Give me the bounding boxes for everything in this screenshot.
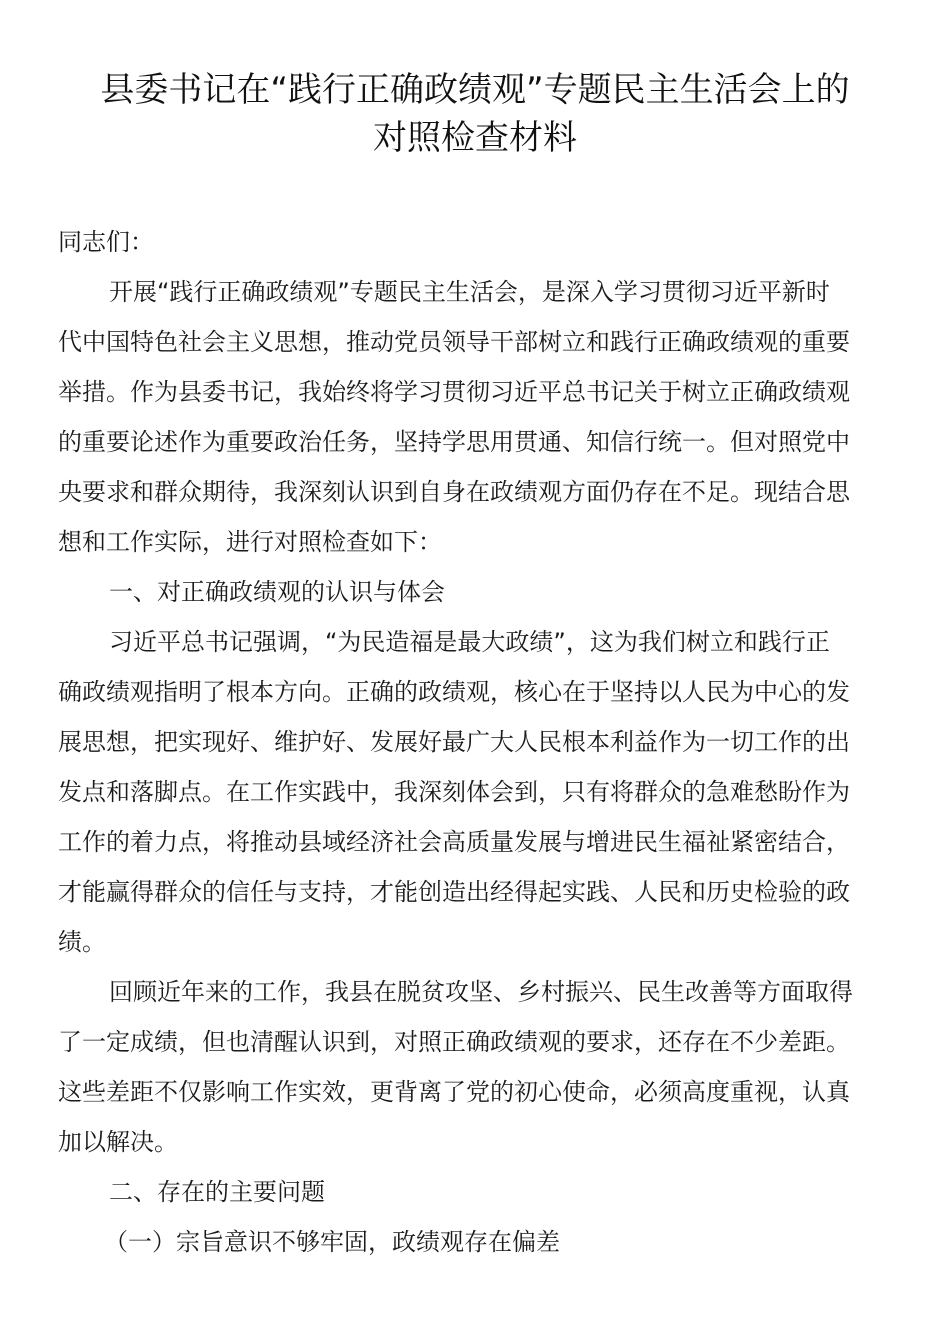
- paragraph-line: 发点和落脚点。在工作实践中，我深刻体会到，只有将群众的急难愁盼作为: [58, 778, 850, 806]
- section1-paragraph-1: [58, 617, 878, 967]
- paragraph-line: 习近平总书记强调，“为民造福是最大政绩”，这为我们树立和践行正: [109, 628, 830, 656]
- section1-paragraph-2: [58, 967, 878, 1167]
- paragraph-line: 开展“践行正确政绩观”专题民主生活会，是深入学习贯彻习近平新时: [109, 278, 830, 306]
- salutation: 同志们：: [58, 228, 154, 256]
- paragraph-line: 代中国特色社会主义思想，推动党员领导干部树立和践行正确政绩观的重要: [58, 328, 850, 356]
- paragraph-line: 工作的着力点，将推动县域经济社会高质量发展与增进民生福祉紧密结合，: [58, 828, 850, 856]
- section-heading-2: 二、存在的主要问题: [109, 1178, 325, 1206]
- paragraph-line: 了一定成绩，但也清醒认识到，对照正确政绩观的要求，还存在不少差距。: [58, 1028, 850, 1056]
- paragraph-line: 举措。作为县委书记，我始终将学习贯彻习近平总书记关于树立正确政绩观: [58, 378, 850, 406]
- paragraph-line: 回顾近年来的工作，我县在脱贫攻坚、乡村振兴、民生改善等方面取得: [109, 978, 853, 1006]
- paragraph-line: 央要求和群众期待，我深刻认识到自身在政绩观方面仍存在不足。现结合思: [58, 478, 850, 506]
- paragraph-line: 这些差距不仅影响工作实效，更背离了党的初心使命，必须高度重视，认真: [58, 1078, 850, 1106]
- document-body: [58, 217, 878, 1267]
- subsection-heading-1: （一）宗旨意识不够牢固，政绩观存在偏差: [104, 1228, 560, 1256]
- document-title: [40, 66, 910, 162]
- paragraph-line: 想和工作实际，进行对照检查如下：: [58, 528, 442, 556]
- intro-paragraph: [58, 267, 878, 567]
- paragraph-line: 才能赢得群众的信任与支持，才能创造出经得起实践、人民和历史检验的政: [58, 878, 850, 906]
- section-heading-1: 一、对正确政绩观的认识与体会: [109, 578, 445, 606]
- paragraph-line: 加以解决。: [58, 1128, 178, 1156]
- title-line: 对照检查材料: [373, 118, 577, 158]
- paragraph-line: 的重要论述作为重要政治任务，坚持学思用贯通、知信行统一。但对照党中: [58, 428, 850, 456]
- title-line: 县委书记在“践行正确政绩观”专题民主生活会上的: [100, 70, 850, 110]
- paragraph-line: 展思想，把实现好、维护好、发展好最广大人民根本利益作为一切工作的出: [58, 728, 850, 756]
- paragraph-line: 绩。: [58, 928, 106, 956]
- paragraph-line: 确政绩观指明了根本方向。正确的政绩观，核心在于坚持以人民为中心的发: [58, 678, 850, 706]
